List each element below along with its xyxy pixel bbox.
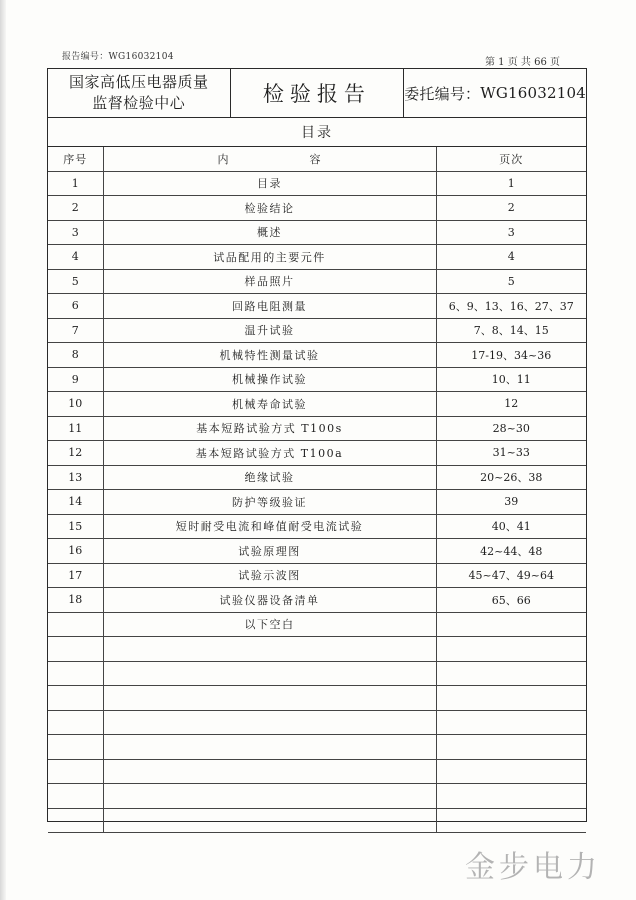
toc-content: 试验仪器设备清单 <box>103 588 436 613</box>
toc-pages: 2 <box>436 196 586 221</box>
toc-number: 18 <box>48 588 103 613</box>
toc-number: 13 <box>48 465 103 490</box>
toc-number <box>48 637 103 662</box>
toc-pages: 4 <box>436 245 586 270</box>
organization-line-2: 监督检验中心 <box>92 94 186 112</box>
toc-pages <box>436 637 586 662</box>
toc-row <box>48 563 586 588</box>
toc-pages: 28~30 <box>436 416 586 441</box>
toc-number: 12 <box>48 441 103 466</box>
toc-number: 7 <box>48 318 103 343</box>
toc-content: 机械特性测量试验 <box>103 343 436 368</box>
toc-row <box>48 171 586 196</box>
toc-content: 机械操作试验 <box>103 367 436 392</box>
toc-number: 11 <box>48 416 103 441</box>
toc-pages <box>436 710 586 735</box>
toc-number <box>48 735 103 760</box>
scan-edge-shadow <box>0 0 6 900</box>
toc-content <box>103 808 436 833</box>
toc-number: 15 <box>48 514 103 539</box>
toc-number <box>48 686 103 711</box>
toc-content <box>103 710 436 735</box>
toc-content: 回路电阻测量 <box>103 294 436 319</box>
toc-row <box>48 686 586 711</box>
toc-body <box>48 171 586 833</box>
toc-row <box>48 465 586 490</box>
toc-content: 基本短路试验方式 T100s <box>103 416 436 441</box>
toc-pages <box>436 784 586 809</box>
toc-number: 10 <box>48 392 103 417</box>
toc-row <box>48 735 586 760</box>
toc-row <box>48 416 586 441</box>
toc-content: 绝缘试验 <box>103 465 436 490</box>
toc-content: 样品照片 <box>103 269 436 294</box>
toc-row <box>48 196 586 221</box>
toc-pages: 31~33 <box>436 441 586 466</box>
toc-row <box>48 294 586 319</box>
toc-row <box>48 759 586 784</box>
toc-pages: 7、8、14、15 <box>436 318 586 343</box>
entrust-value: WG16032104 <box>480 84 586 102</box>
toc-content: 检验结论 <box>103 196 436 221</box>
toc-number: 3 <box>48 220 103 245</box>
toc-row <box>48 269 586 294</box>
toc-number <box>48 710 103 735</box>
toc-number <box>48 784 103 809</box>
toc-content <box>103 784 436 809</box>
toc-pages: 39 <box>436 490 586 515</box>
toc-pages: 12 <box>436 392 586 417</box>
toc-row <box>48 367 586 392</box>
report-header <box>47 68 587 118</box>
toc-content: 机械寿命试验 <box>103 392 436 417</box>
toc-row <box>48 637 586 662</box>
toc-number <box>48 661 103 686</box>
toc-row <box>48 539 586 564</box>
toc-content: 概述 <box>103 220 436 245</box>
organization-line-1: 国家高低压电器质量 <box>69 73 209 91</box>
toc-pages: 3 <box>436 220 586 245</box>
entrust-label: 委托编号： <box>404 84 481 103</box>
toc-pages: 6、9、13、16、27、37 <box>436 294 586 319</box>
toc-content: 防护等级验证 <box>103 490 436 515</box>
toc-number: 2 <box>48 196 103 221</box>
toc-pages: 40、41 <box>436 514 586 539</box>
column-header-content: 内 容 <box>103 147 436 171</box>
toc-pages: 1 <box>436 171 586 196</box>
toc-table <box>48 147 586 833</box>
toc-number <box>48 612 103 637</box>
toc-pages: 10、11 <box>436 367 586 392</box>
toc-number: 5 <box>48 269 103 294</box>
toc-number: 8 <box>48 343 103 368</box>
column-header-number: 序号 <box>48 147 103 171</box>
toc-row <box>48 612 586 637</box>
toc-pages <box>436 612 586 637</box>
toc-content: 试验示波图 <box>103 563 436 588</box>
toc-pages <box>436 686 586 711</box>
report-number: 报告编号：WG16032104 <box>62 52 174 62</box>
toc-row <box>48 318 586 343</box>
page-indicator: 第 1 页 共 66 页 <box>485 57 560 68</box>
toc-pages <box>436 759 586 784</box>
toc-content: 试品配用的主要元件 <box>103 245 436 270</box>
toc-pages: 65、66 <box>436 588 586 613</box>
watermark: 金步电力 <box>465 850 601 885</box>
toc-number: 6 <box>48 294 103 319</box>
toc-section <box>47 118 587 822</box>
toc-pages: 17-19、34~36 <box>436 343 586 368</box>
report-title: 检验报告 <box>231 69 405 117</box>
toc-row <box>48 784 586 809</box>
toc-row <box>48 343 586 368</box>
toc-pages <box>436 808 586 833</box>
toc-row <box>48 441 586 466</box>
toc-row <box>48 588 586 613</box>
entrust-number <box>404 69 586 117</box>
toc-row <box>48 220 586 245</box>
toc-number <box>48 808 103 833</box>
toc-number: 14 <box>48 490 103 515</box>
toc-row <box>48 392 586 417</box>
toc-content <box>103 637 436 662</box>
toc-number: 9 <box>48 367 103 392</box>
toc-content <box>103 686 436 711</box>
toc-number <box>48 759 103 784</box>
toc-pages: 42~44、48 <box>436 539 586 564</box>
toc-content <box>103 735 436 760</box>
toc-content: 目录 <box>103 171 436 196</box>
toc-pages <box>436 735 586 760</box>
toc-number: 4 <box>48 245 103 270</box>
toc-content: 以下空白 <box>103 612 436 637</box>
toc-content: 基本短路试验方式 T100a <box>103 441 436 466</box>
toc-number: 1 <box>48 171 103 196</box>
toc-header-row <box>48 147 586 171</box>
toc-number: 17 <box>48 563 103 588</box>
toc-row <box>48 808 586 833</box>
toc-content <box>103 661 436 686</box>
toc-content: 温升试验 <box>103 318 436 343</box>
toc-pages: 45~47、49~64 <box>436 563 586 588</box>
toc-pages: 5 <box>436 269 586 294</box>
toc-row <box>48 245 586 270</box>
toc-number: 16 <box>48 539 103 564</box>
toc-row <box>48 661 586 686</box>
toc-pages: 20~26、38 <box>436 465 586 490</box>
toc-row <box>48 514 586 539</box>
toc-row <box>48 710 586 735</box>
toc-heading: 目录 <box>48 118 586 147</box>
toc-content <box>103 759 436 784</box>
toc-content: 短时耐受电流和峰值耐受电流试验 <box>103 514 436 539</box>
toc-row <box>48 490 586 515</box>
organization-name <box>48 69 231 117</box>
toc-pages <box>436 661 586 686</box>
toc-content: 试验原理图 <box>103 539 436 564</box>
column-header-pages: 页次 <box>436 147 586 171</box>
